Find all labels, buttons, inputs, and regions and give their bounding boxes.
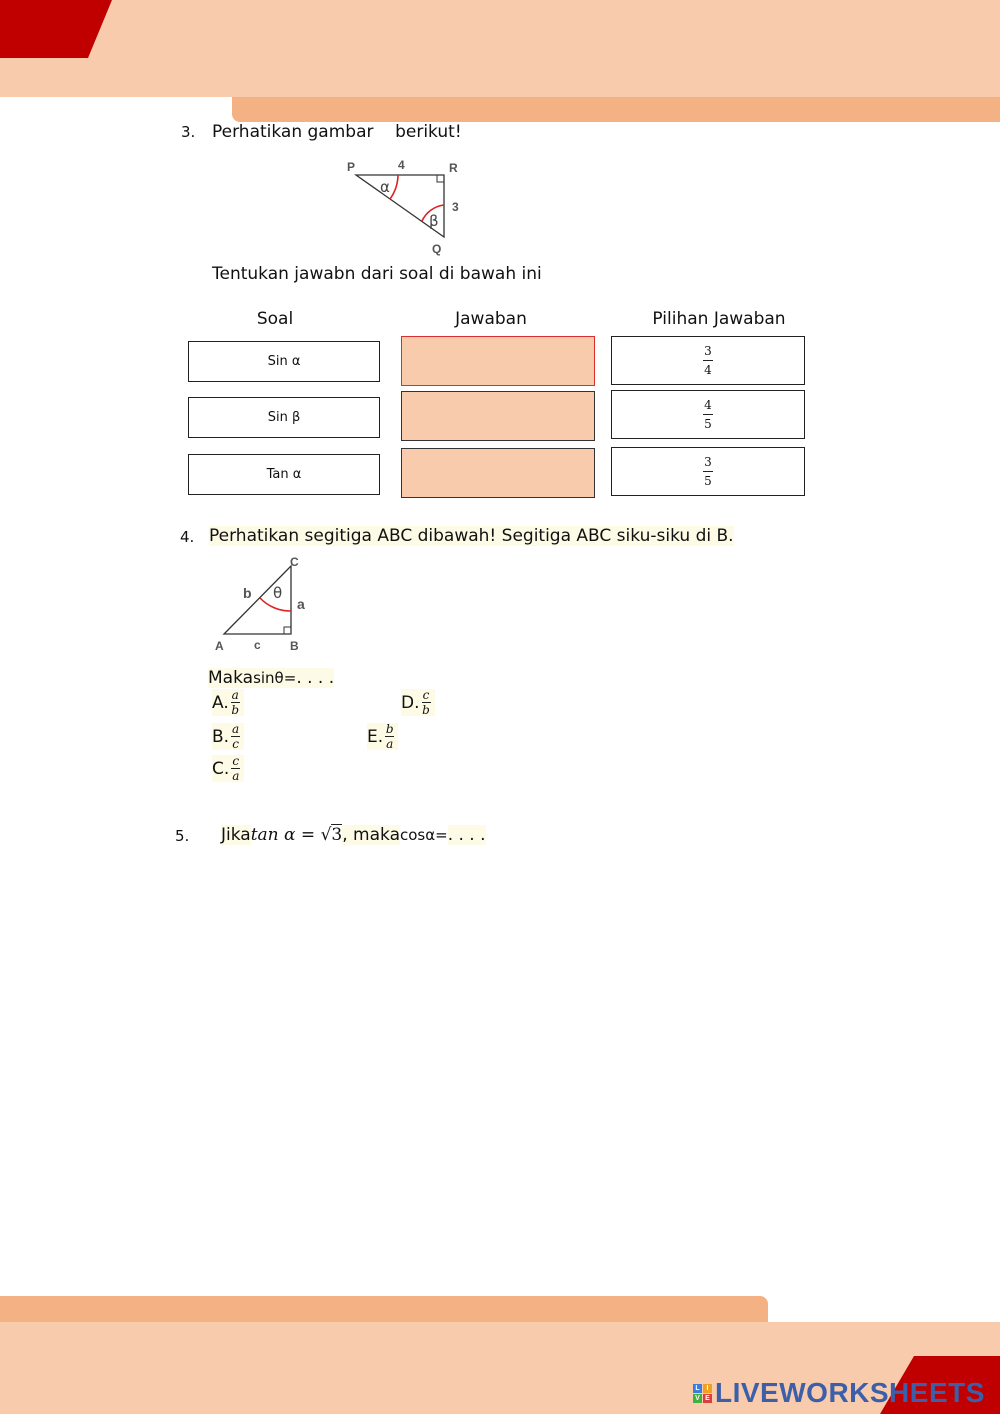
q4-prompt: Perhatikan segitiga ABC dibawah! Segitiga ABC siku-siku di B. [209, 526, 734, 546]
denominator: a [386, 737, 394, 751]
choice-card[interactable] [611, 390, 805, 439]
header-band [0, 0, 1000, 97]
q4-stem-func: sinθ= [253, 669, 297, 687]
option-e[interactable] [367, 723, 398, 750]
logo-tile: V [693, 1394, 702, 1403]
q5-sqrt-value: 3 [331, 825, 343, 845]
label-alpha: α [380, 178, 390, 196]
q4-stem [208, 668, 334, 688]
numerator: 3 [704, 455, 712, 469]
fraction [703, 399, 713, 430]
choice-card[interactable] [611, 336, 805, 385]
liveworksheets-logo[interactable] [693, 1377, 985, 1409]
option-label: E. [367, 726, 384, 747]
option-d[interactable] [401, 689, 435, 716]
label-a-vertex: A [215, 639, 224, 653]
numerator: 3 [704, 344, 712, 358]
soal-box [188, 341, 380, 382]
denominator: 5 [704, 417, 712, 431]
q5-sqrt-sign: √ [320, 825, 332, 845]
label-side-rq: 3 [452, 200, 459, 214]
answer-drop-zone[interactable] [401, 391, 595, 441]
q5-stem [221, 825, 486, 845]
fraction [703, 456, 713, 487]
q5-dots: . . . . [447, 825, 486, 845]
answer-drop-zone[interactable] [401, 336, 595, 386]
q4-stem-dots: . . . . [296, 668, 335, 688]
numerator: c [422, 688, 430, 702]
label-side-c: c [254, 638, 261, 652]
choice-card[interactable] [611, 447, 805, 496]
numerator: a [232, 722, 240, 736]
col-header-jawaban: Jawaban [455, 309, 527, 329]
soal-box [188, 397, 380, 438]
right-angle-mark [437, 175, 444, 182]
label-theta: θ [273, 584, 283, 602]
option-label: D. [401, 692, 420, 713]
label-r: R [449, 161, 458, 175]
label-side-pr: 4 [398, 158, 405, 172]
q4-stem-word: Maka [208, 668, 254, 688]
option-label: B. [212, 726, 230, 747]
denominator: b [422, 703, 430, 717]
q5-expr-tan: tan α = [250, 825, 321, 845]
brand-name: LIVEWORKSHEETS [715, 1377, 985, 1408]
q3-instruction: Tentukan jawabn dari soal di bawah ini [212, 264, 542, 284]
denominator: 5 [704, 474, 712, 488]
option-c[interactable] [212, 755, 244, 782]
soal-text: Tan α [266, 467, 302, 482]
numerator: c [232, 754, 240, 768]
denominator: c [232, 737, 239, 751]
logo-tiles-icon [693, 1384, 712, 1403]
fraction [231, 723, 240, 750]
logo-tile: L [693, 1384, 702, 1393]
option-a[interactable] [212, 689, 244, 716]
label-side-a: a [297, 596, 305, 612]
soal-text: Sin α [267, 354, 301, 369]
q4-triangle-figure [210, 552, 320, 654]
q5-word-then: , maka [342, 825, 400, 845]
header-red-corner [0, 0, 120, 60]
alpha-arc [390, 175, 398, 199]
footer-strip [0, 1296, 768, 1322]
label-beta: β [429, 212, 439, 230]
label-c-vertex: C [290, 555, 299, 569]
option-b[interactable] [212, 723, 244, 750]
fraction [231, 689, 240, 716]
soal-text: Sin β [267, 410, 301, 425]
col-header-pilihan: Pilihan Jawaban [652, 309, 786, 329]
label-side-b: b [243, 585, 252, 601]
numerator: 4 [704, 398, 712, 412]
right-angle-mark [284, 627, 291, 634]
label-p: P [347, 160, 356, 174]
denominator: b [231, 703, 240, 717]
logo-tile: I [703, 1384, 712, 1393]
fraction [385, 723, 394, 750]
answer-drop-zone[interactable] [401, 448, 595, 498]
fraction [231, 755, 240, 782]
numerator: a [231, 688, 239, 702]
logo-tile: E [703, 1394, 712, 1403]
label-b-vertex: B [290, 639, 299, 653]
col-header-soal: Soal [256, 309, 294, 329]
q3-triangle-figure [340, 155, 470, 260]
option-label: A. [212, 692, 229, 713]
option-label: C. [212, 758, 230, 779]
header-strip [232, 97, 1000, 122]
q3-prompt: Perhatikan gambar berikut! [212, 122, 462, 142]
denominator: a [232, 769, 240, 783]
fraction [422, 689, 431, 716]
q5-word-if: Jika [221, 825, 251, 845]
q4-number: 4. [180, 528, 195, 546]
numerator: b [385, 722, 394, 736]
q5-number: 5. [175, 827, 190, 845]
fraction [703, 345, 713, 376]
soal-box [188, 454, 380, 495]
q3-number: 3. [181, 123, 196, 141]
label-q: Q [432, 242, 442, 256]
denominator: 4 [704, 363, 712, 377]
q5-expr-cos: cosα= [399, 826, 448, 844]
